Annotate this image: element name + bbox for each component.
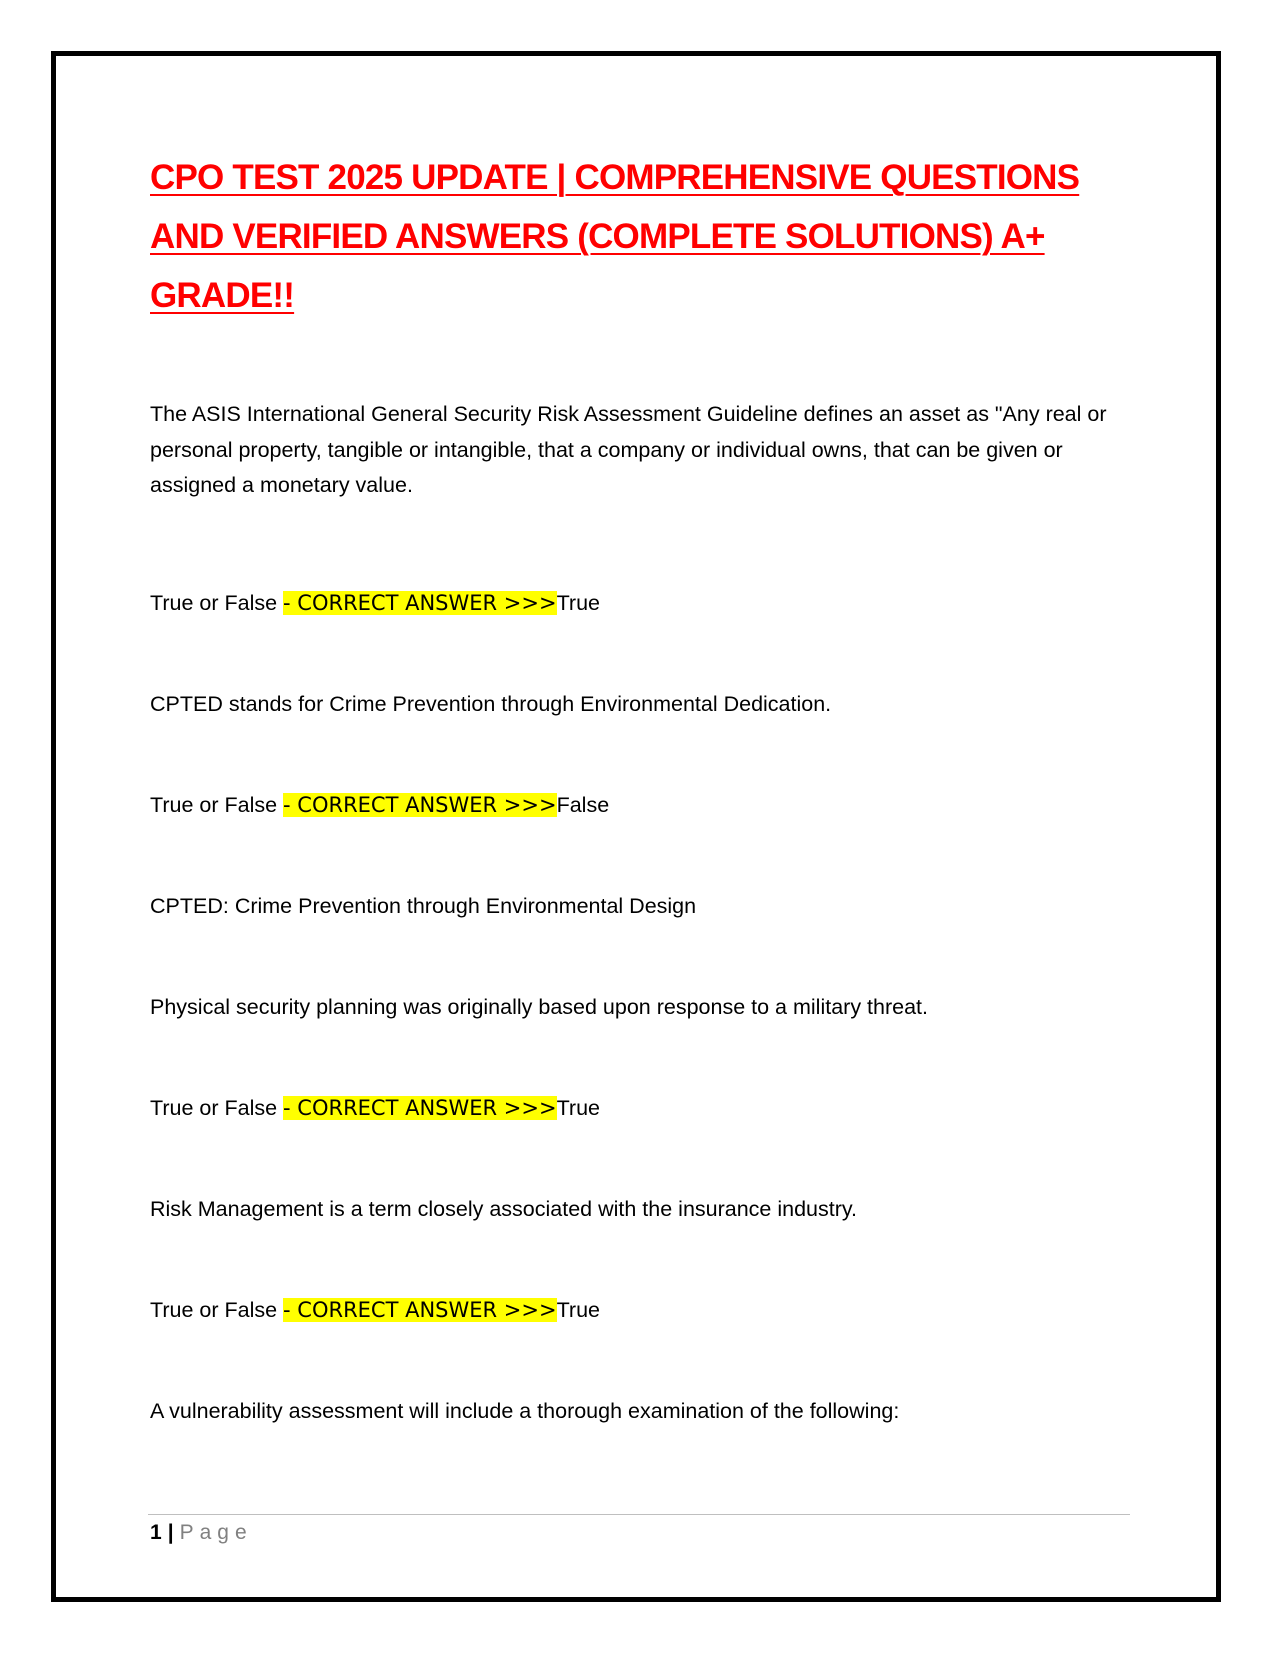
page-footer (150, 1518, 253, 1548)
page-separator: | (167, 1521, 174, 1544)
question-2: CPTED stands for Crime Prevention through Environmental Dedication. (150, 692, 832, 716)
answer-line-1 (150, 586, 1140, 622)
correct-answer-marker: - CORRECT ANSWER >>> (283, 591, 557, 615)
answer-value: True (556, 591, 601, 615)
answer-prompt: True or False (150, 1298, 284, 1322)
footer-divider (148, 1514, 1130, 1515)
document-title: CPO TEST 2025 UPDATE | COMPREHENSIVE QUESTIONS AND VERIFIED ANSWERS (COMPLETE SOLUTIONS) A+ GRADE!! (150, 158, 1080, 315)
correct-answer-marker: - CORRECT ANSWER >>> (283, 1096, 557, 1120)
correct-answer-marker: - CORRECT ANSWER >>> (283, 1298, 557, 1322)
correct-answer-marker: - CORRECT ANSWER >>> (283, 793, 557, 817)
answer-prompt: True or False (150, 591, 284, 615)
answer-note-2: CPTED: Crime Prevention through Environmental Design (150, 894, 697, 918)
answer-value: False (556, 793, 610, 817)
answer-line-3 (150, 1091, 1140, 1127)
question-1: The ASIS International General Security Risk Assessment Guideline defines an asset as "Any real or personal property, tangible or intangible, that a company or individual owns, that can be given or assigned a monetary value. (150, 402, 1107, 497)
question-3: Physical security planning was originally based upon response to a military threat. (150, 995, 928, 1019)
answer-value: True (556, 1298, 601, 1322)
page-label: Page (179, 1521, 253, 1544)
answer-prompt: True or False (150, 793, 284, 817)
answer-line-2 (150, 788, 1140, 824)
answer-line-4 (150, 1293, 1140, 1329)
page-number: 1 (150, 1521, 162, 1544)
answer-value: True (556, 1096, 601, 1120)
question-5: A vulnerability assessment will include a thorough examination of the following: (150, 1399, 900, 1423)
question-4: Risk Management is a term closely associated with the insurance industry. (150, 1197, 858, 1221)
answer-prompt: True or False (150, 1096, 284, 1120)
